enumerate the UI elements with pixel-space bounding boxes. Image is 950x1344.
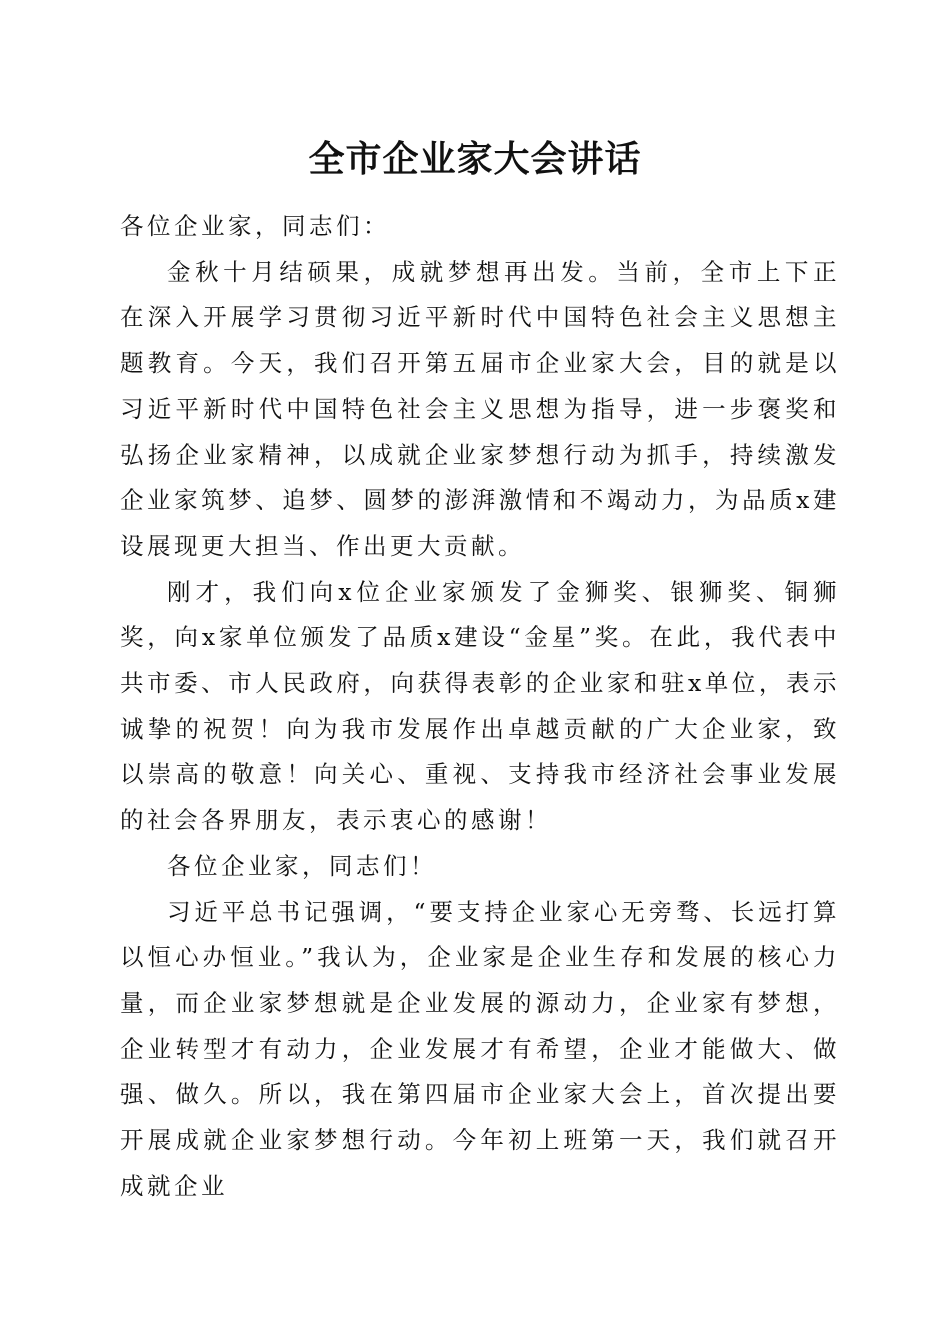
document-body	[120, 204, 840, 1209]
salutation: 各位企业家，同志们：	[120, 212, 390, 240]
paragraph-2: 刚才，我们向x位企业家颁发了金狮奖、银狮奖、铜狮奖，向x家单位颁发了品质x建设“金星”奖。在此，我代表中共市委、市人民政府，向获得表彰的企业家和驻x单位，表示诚挚的祝贺！向为我市发展作出卓越贡献的广大企业家，致以崇高的敬意！向关心、重视、支持我市经济社会事业发展的社会各界朋友，表示衷心的感谢！	[120, 577, 840, 835]
document-title: 全市企业家大会讲话	[308, 138, 642, 180]
paragraph-3: 各位企业家，同志们！	[167, 851, 437, 880]
paragraph-4: 习近平总书记强调，“要支持企业家心无旁骛、长远打算以恒心办恒业。”我认为，企业家是企业生存和发展的核心力量，而企业家梦想就是企业发展的源动力，企业家有梦想，企业转型才有动力，企业发展才有希望，企业才能做大、做强、做久。所以，我在第四届市企业家大会上，首次提出要开展成就企业家梦想行动。今年初上班第一天，我们就召开成就企业	[120, 897, 840, 1200]
paragraph-1: 金秋十月结硕果，成就梦想再出发。当前，全市上下正在深入开展学习贯彻习近平新时代中国特色社会主义思想主题教育。今天，我们召开第五届市企业家大会，目的就是以习近平新时代中国特色社会主义思想为指导，进一步褒奖和弘扬企业家精神，以成就企业家梦想行动为抓手，持续激发企业家筑梦、追梦、圆梦的澎湃激情和不竭动力，为品质x建设展现更大担当、作出更大贡献。	[120, 257, 840, 560]
